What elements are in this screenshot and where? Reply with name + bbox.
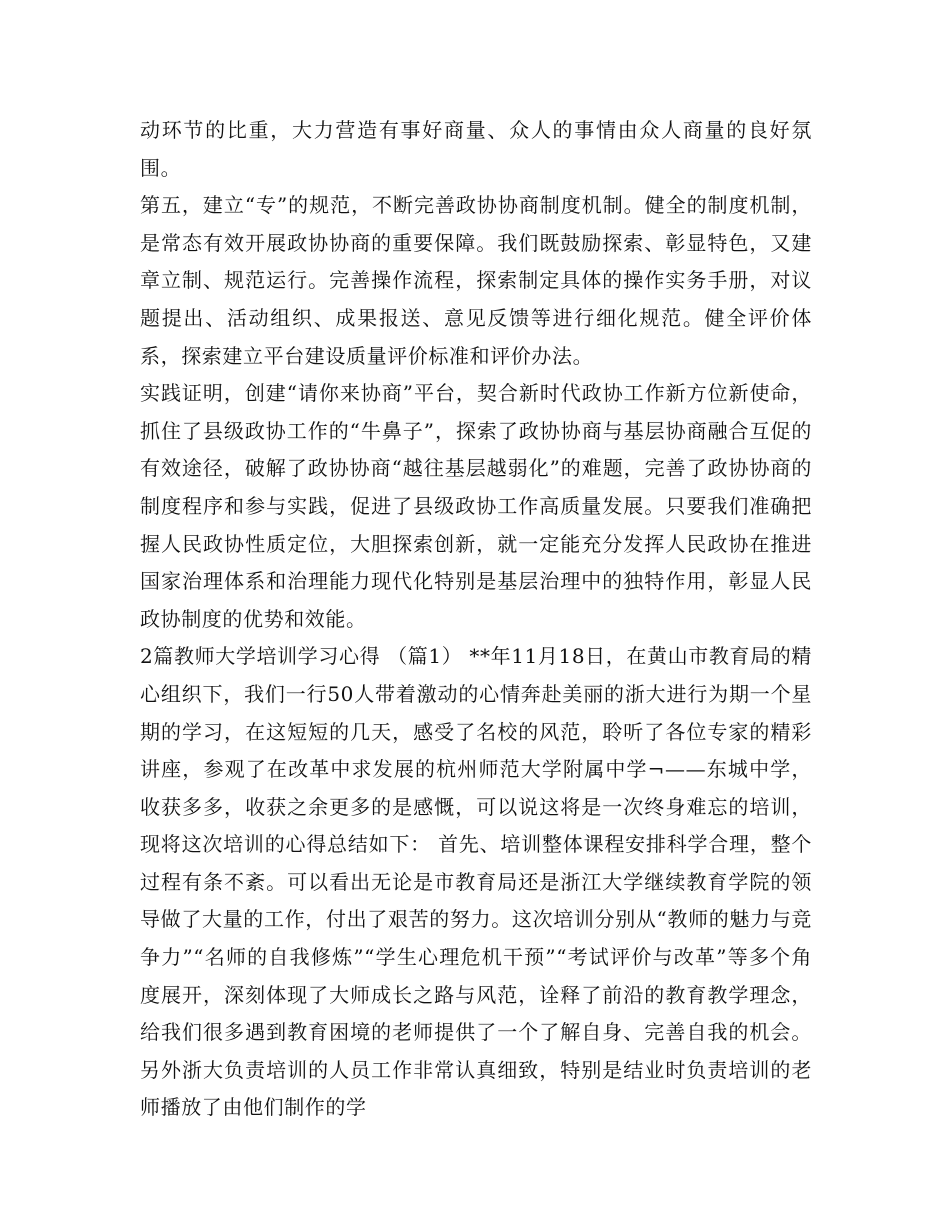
paragraph-conclusion: 实践证明，创建“请你来协商”平台，契合新时代政协工作新方位新使命，抓住了县级政协工作的“牛鼻子”，探索了政协协商与基层协商融合互促的有效途径，破解了政协协商“越往基层越弱化”的难题，完善了政协协商的制度程序和参与实践，促进了县级政协工作高质量发展。只要我们准确把握人民政协性质定位，大胆探索创新，就一定能充分发挥人民政协在推进国家治理体系和治理能力现代化特别是基层治理中的独特作用，彰显人民政协制度的优势和效能。: [140, 381, 812, 631]
document-body: [140, 112, 812, 1127]
paragraph-fifth-point: 第五，建立“专”的规范，不断完善政协协商制度机制。健全的制度机制，是常态有效开展政协协商的重要保障。我们既鼓励探索、彰显特色，又建章立制、规范运行。完善操作流程，探索制定具体的操作实务手册，对议题提出、活动组织、成果报送、意见反馈等进行细化规范。健全评价体系，探索建立平台建设质量评价标准和评价办法。: [140, 193, 812, 368]
paragraph-training-notes: 2篇教师大学培训学习心得 （篇1） **年11月18日，在黄山市教育局的精心组织下，我们一行50人带着激动的心情奔赴美丽的浙大进行为期一个星期的学习，在这短短的几天，感受了名校的风范，聆听了各位专家的精彩讲座，参观了在改革中求发展的杭州师范大学附属中学¬——东城中学，收获多多，收获之余更多的是感慨，可以说这将是一次终身难忘的培训，现将这次培训的心得总结如下： 首先、培训整体课程安排科学合理，整个过程有条不紊。可以看出无论是市教育局还是浙江大学继续教育学院的领导做了大量的工作，付出了艰苦的努力。这次培训分别从“教师的魅力与竞争力”“名师的自我修炼”“学生心理危机干预”“考试评价与改革”等多个角度展开，深刻体现了大师成长之路与风范，诠释了前沿的教育教学理念，给我们很多遇到教育困境的老师提供了一个了解自身、完善自我的机会。另外浙大负责培训的人员工作非常认真细致，特别是结业时负责培训的老师播放了由他们制作的学: [140, 644, 812, 1120]
paragraph-continued-closing: 动环节的比重，大力营造有事好商量、众人的事情由众人商量的良好氛围。: [140, 118, 812, 180]
